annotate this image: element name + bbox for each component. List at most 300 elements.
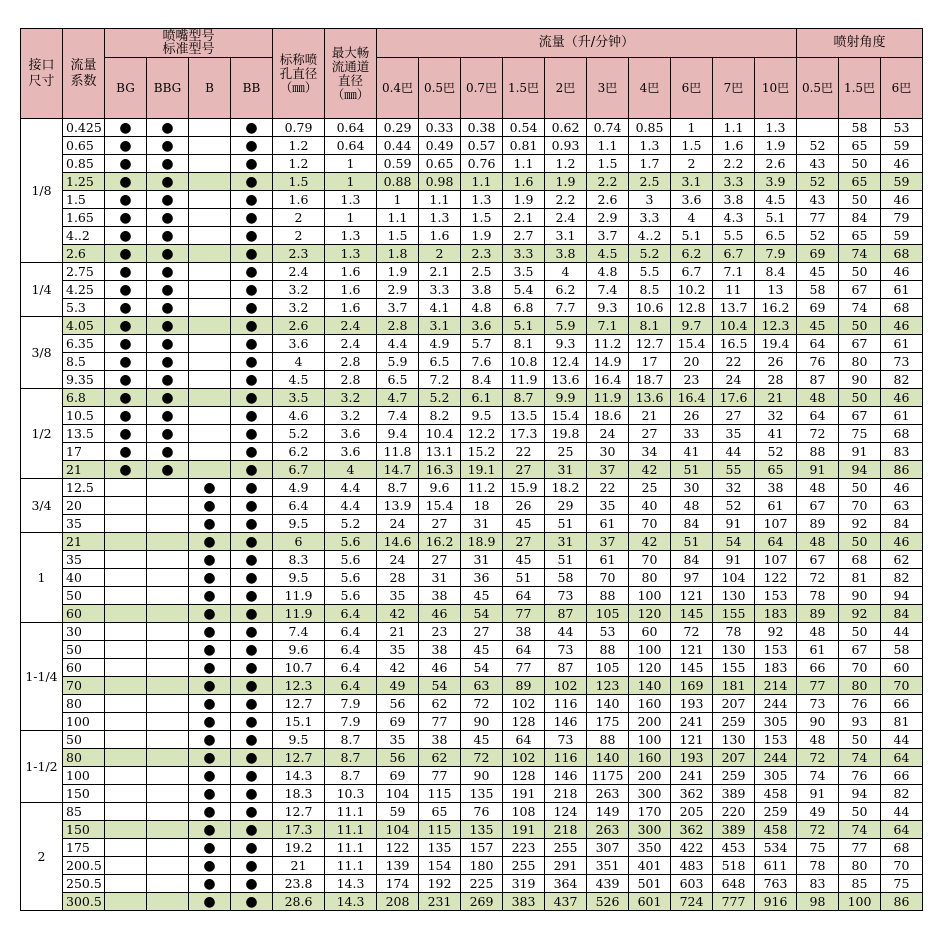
table-row: [21, 605, 923, 623]
value-cell: 3.1: [545, 227, 587, 245]
value-cell: 214: [755, 677, 797, 695]
flow-coef-cell: 100: [63, 767, 105, 785]
value-cell: 74: [797, 767, 839, 785]
value-cell: 192: [419, 875, 461, 893]
value-cell: 11.8: [377, 443, 419, 461]
value-cell: 62: [881, 551, 923, 569]
value-cell: 130: [713, 641, 755, 659]
value-cell: 263: [587, 821, 629, 839]
value-cell: 1.5: [273, 173, 325, 191]
value-cell: 6.5: [377, 371, 419, 389]
model-mark-cell: [105, 749, 147, 767]
value-cell: 1.3: [461, 191, 503, 209]
table-row: [21, 155, 923, 173]
flow-coef-cell: 17: [63, 443, 105, 461]
model-mark-cell: [189, 461, 231, 479]
value-cell: 70: [839, 659, 881, 677]
value-cell: 3.3: [713, 173, 755, 191]
flow-coef-cell: 80: [63, 695, 105, 713]
value-cell: 94: [881, 587, 923, 605]
value-cell: 49: [377, 677, 419, 695]
model-mark-cell: ●: [231, 425, 273, 443]
value-cell: 59: [881, 173, 923, 191]
value-cell: 50: [839, 317, 881, 335]
value-cell: 74: [839, 245, 881, 263]
value-cell: 58: [881, 641, 923, 659]
table-row: [21, 191, 923, 209]
value-cell: 31: [419, 569, 461, 587]
model-mark-cell: ●: [147, 299, 189, 317]
header-pressure: 4巴: [629, 58, 671, 119]
value-cell: 61: [881, 335, 923, 353]
value-cell: 2.1: [503, 209, 545, 227]
value-cell: 77: [797, 677, 839, 695]
value-cell: 61: [881, 281, 923, 299]
model-mark-cell: ●: [231, 857, 273, 875]
value-cell: 241: [671, 713, 713, 731]
value-cell: 4: [325, 461, 377, 479]
value-cell: 102: [503, 695, 545, 713]
value-cell: 1.6: [419, 227, 461, 245]
value-cell: 61: [797, 641, 839, 659]
model-mark-cell: ●: [147, 335, 189, 353]
value-cell: 4.7: [377, 389, 419, 407]
value-cell: 1.2: [545, 155, 587, 173]
model-mark-cell: [147, 515, 189, 533]
value-cell: 12.7: [273, 803, 325, 821]
value-cell: 5.1: [671, 227, 713, 245]
value-cell: 87: [545, 605, 587, 623]
model-mark-cell: ●: [189, 713, 231, 731]
table-row: [21, 425, 923, 443]
value-cell: 100: [629, 731, 671, 749]
flow-coef-cell: 21: [63, 461, 105, 479]
value-cell: 26: [755, 353, 797, 371]
model-mark-cell: [147, 659, 189, 677]
flow-coef-cell: 50: [63, 641, 105, 659]
value-cell: 351: [587, 857, 629, 875]
value-cell: 18.7: [629, 371, 671, 389]
value-cell: 6.7: [713, 245, 755, 263]
model-mark-cell: [147, 857, 189, 875]
value-cell: 259: [713, 767, 755, 785]
value-cell: 10.4: [419, 425, 461, 443]
value-cell: 160: [629, 749, 671, 767]
model-mark-cell: [147, 587, 189, 605]
flow-coef-cell: 1.5: [63, 191, 105, 209]
value-cell: 9.3: [545, 335, 587, 353]
value-cell: 15.2: [461, 443, 503, 461]
value-cell: 6.7: [671, 263, 713, 281]
value-cell: 64: [881, 821, 923, 839]
model-mark-cell: ●: [231, 677, 273, 695]
model-mark-cell: ●: [231, 587, 273, 605]
flow-coef-cell: 1.65: [63, 209, 105, 227]
value-cell: 77: [419, 767, 461, 785]
table-row: [21, 173, 923, 191]
model-mark-cell: ●: [189, 857, 231, 875]
value-cell: 27: [419, 551, 461, 569]
value-cell: 145: [671, 605, 713, 623]
value-cell: 37: [587, 461, 629, 479]
value-cell: 94: [839, 461, 881, 479]
value-cell: 90: [461, 713, 503, 731]
value-cell: 1.9: [377, 263, 419, 281]
value-cell: 68: [839, 551, 881, 569]
value-cell: 94: [839, 785, 881, 803]
value-cell: 14.6: [377, 533, 419, 551]
value-cell: 64: [797, 335, 839, 353]
value-cell: 86: [881, 461, 923, 479]
value-cell: 6: [273, 533, 325, 551]
flow-coef-cell: 150: [63, 785, 105, 803]
value-cell: 6.4: [325, 605, 377, 623]
model-mark-cell: ●: [189, 785, 231, 803]
model-mark-cell: ●: [231, 893, 273, 911]
value-cell: 140: [587, 695, 629, 713]
model-mark-cell: ●: [189, 533, 231, 551]
value-cell: 122: [377, 839, 419, 857]
value-cell: 68: [881, 299, 923, 317]
flow-coef-cell: 50: [63, 587, 105, 605]
value-cell: 6.5: [419, 353, 461, 371]
flow-coef-cell: 200.5: [63, 857, 105, 875]
value-cell: 7.4: [273, 623, 325, 641]
value-cell: 72: [797, 749, 839, 767]
value-cell: 5.2: [273, 425, 325, 443]
value-cell: 48: [797, 731, 839, 749]
value-cell: 364: [545, 875, 587, 893]
model-mark-cell: [189, 335, 231, 353]
value-cell: 65: [755, 461, 797, 479]
value-cell: 1.3: [325, 191, 377, 209]
value-cell: 13.9: [377, 497, 419, 515]
value-cell: 68: [881, 839, 923, 857]
value-cell: 70: [587, 569, 629, 587]
value-cell: 13.5: [503, 407, 545, 425]
value-cell: 53: [587, 623, 629, 641]
model-mark-cell: ●: [105, 245, 147, 263]
value-cell: 12.8: [671, 299, 713, 317]
value-cell: 155: [713, 605, 755, 623]
value-cell: 78: [797, 587, 839, 605]
value-cell: 90: [839, 587, 881, 605]
value-cell: 77: [839, 839, 881, 857]
value-cell: 69: [797, 245, 839, 263]
value-cell: 422: [671, 839, 713, 857]
model-mark-cell: ●: [105, 263, 147, 281]
value-cell: 69: [377, 767, 419, 785]
value-cell: 17.6: [713, 389, 755, 407]
value-cell: 501: [629, 875, 671, 893]
model-mark-cell: [147, 533, 189, 551]
table-row: [21, 551, 923, 569]
table-row: [21, 533, 923, 551]
value-cell: 3.6: [325, 443, 377, 461]
value-cell: 611: [755, 857, 797, 875]
flow-coef-cell: 1.25: [63, 173, 105, 191]
value-cell: 2: [671, 155, 713, 173]
value-cell: 0.74: [587, 119, 629, 137]
value-cell: 724: [671, 893, 713, 911]
model-mark-cell: ●: [147, 119, 189, 137]
value-cell: 51: [503, 569, 545, 587]
value-cell: 15.4: [419, 497, 461, 515]
model-mark-cell: ●: [231, 353, 273, 371]
table-row: [21, 695, 923, 713]
value-cell: 85: [839, 875, 881, 893]
value-cell: 6.4: [325, 659, 377, 677]
value-cell: 4: [545, 263, 587, 281]
value-cell: 46: [881, 263, 923, 281]
model-mark-cell: [105, 497, 147, 515]
value-cell: 3.2: [273, 299, 325, 317]
table-row: [21, 803, 923, 821]
value-cell: 63: [461, 677, 503, 695]
model-mark-cell: ●: [231, 533, 273, 551]
value-cell: 43: [797, 191, 839, 209]
value-cell: 43: [797, 155, 839, 173]
value-cell: 12.3: [755, 317, 797, 335]
value-cell: 52: [797, 173, 839, 191]
value-cell: 87: [545, 659, 587, 677]
model-mark-cell: ●: [147, 191, 189, 209]
flow-coef-cell: 5.3: [63, 299, 105, 317]
value-cell: 1.1: [587, 137, 629, 155]
flow-coef-cell: 8.5: [63, 353, 105, 371]
value-cell: 8.7: [325, 749, 377, 767]
value-cell: 7.2: [419, 371, 461, 389]
value-cell: 8.4: [461, 371, 503, 389]
value-cell: 89: [797, 605, 839, 623]
table-row: [21, 515, 923, 533]
value-cell: 52: [797, 227, 839, 245]
value-cell: 220: [713, 803, 755, 821]
value-cell: 100: [629, 587, 671, 605]
flow-coef-cell: 9.35: [63, 371, 105, 389]
value-cell: 3.6: [461, 317, 503, 335]
value-cell: 104: [377, 785, 419, 803]
value-cell: 12.2: [461, 425, 503, 443]
value-cell: 73: [881, 353, 923, 371]
model-mark-cell: [189, 281, 231, 299]
value-cell: 155: [713, 659, 755, 677]
value-cell: 149: [587, 803, 629, 821]
model-mark-cell: [189, 263, 231, 281]
header-size: 接口 尺寸: [21, 29, 63, 119]
value-cell: 12.3: [273, 677, 325, 695]
value-cell: 107: [755, 551, 797, 569]
value-cell: 1.6: [325, 299, 377, 317]
table-row: [21, 839, 923, 857]
value-cell: 146: [545, 767, 587, 785]
value-cell: 18.2: [545, 479, 587, 497]
value-cell: 2.5: [461, 263, 503, 281]
value-cell: 2.9: [377, 281, 419, 299]
table-row: [21, 461, 923, 479]
value-cell: 0.49: [419, 137, 461, 155]
value-cell: 2.6: [755, 155, 797, 173]
value-cell: 9.3: [587, 299, 629, 317]
value-cell: 46: [881, 155, 923, 173]
model-mark-cell: ●: [105, 371, 147, 389]
value-cell: 2: [273, 227, 325, 245]
model-mark-cell: [147, 875, 189, 893]
value-cell: 0.79: [273, 119, 325, 137]
value-cell: 255: [545, 839, 587, 857]
value-cell: 207: [713, 695, 755, 713]
model-mark-cell: ●: [189, 659, 231, 677]
value-cell: 56: [377, 695, 419, 713]
value-cell: 46: [419, 659, 461, 677]
header-pressure: 0.5巴: [419, 58, 461, 119]
header-model-bb: BB: [231, 58, 273, 119]
flow-coef-cell: 250.5: [63, 875, 105, 893]
value-cell: 6.7: [273, 461, 325, 479]
header-pressure: 10巴: [755, 58, 797, 119]
value-cell: 7.4: [377, 407, 419, 425]
value-cell: 72: [797, 425, 839, 443]
model-mark-cell: ●: [231, 515, 273, 533]
table-body: [21, 119, 923, 911]
header-coef: 流量 系数: [63, 29, 105, 119]
model-mark-cell: ●: [231, 191, 273, 209]
model-mark-cell: ●: [189, 623, 231, 641]
table-row: [21, 641, 923, 659]
table-row: [21, 353, 923, 371]
value-cell: 123: [587, 677, 629, 695]
value-cell: 6.2: [273, 443, 325, 461]
flow-coef-cell: 300.5: [63, 893, 105, 911]
value-cell: 11.2: [587, 335, 629, 353]
value-cell: 38: [419, 587, 461, 605]
value-cell: 5.9: [377, 353, 419, 371]
value-cell: 2.6: [587, 191, 629, 209]
value-cell: 89: [503, 677, 545, 695]
flow-coef-cell: 4.05: [63, 317, 105, 335]
value-cell: 6.8: [503, 299, 545, 317]
model-mark-cell: [147, 569, 189, 587]
table-row: [21, 227, 923, 245]
model-mark-cell: [189, 119, 231, 137]
model-mark-cell: ●: [231, 659, 273, 677]
value-cell: 1.3: [629, 137, 671, 155]
value-cell: 483: [671, 857, 713, 875]
value-cell: 15.4: [671, 335, 713, 353]
value-cell: 27: [629, 425, 671, 443]
value-cell: 105: [587, 659, 629, 677]
table-row: [21, 749, 923, 767]
value-cell: 8.7: [503, 389, 545, 407]
value-cell: 4.4: [325, 497, 377, 515]
header-pressure: 3巴: [587, 58, 629, 119]
table-row: [21, 263, 923, 281]
value-cell: 64: [797, 407, 839, 425]
value-cell: 72: [797, 569, 839, 587]
value-cell: 35: [587, 497, 629, 515]
value-cell: 0.38: [461, 119, 503, 137]
model-mark-cell: [105, 785, 147, 803]
value-cell: 18.3: [273, 785, 325, 803]
value-cell: 2.6: [273, 317, 325, 335]
model-mark-cell: ●: [105, 119, 147, 137]
value-cell: 59: [881, 137, 923, 155]
value-cell: 10.7: [273, 659, 325, 677]
model-mark-cell: ●: [147, 209, 189, 227]
value-cell: 122: [755, 569, 797, 587]
value-cell: 100: [839, 893, 881, 911]
model-mark-cell: [189, 317, 231, 335]
value-cell: 3.8: [461, 281, 503, 299]
value-cell: 2.4: [325, 335, 377, 353]
value-cell: 7.1: [587, 317, 629, 335]
value-cell: 32: [755, 407, 797, 425]
flow-coef-cell: 100: [63, 713, 105, 731]
value-cell: 458: [755, 785, 797, 803]
model-mark-cell: [105, 515, 147, 533]
value-cell: 51: [545, 551, 587, 569]
value-cell: 81: [881, 713, 923, 731]
header-angle-pressure: 1.5巴: [839, 58, 881, 119]
value-cell: 66: [881, 695, 923, 713]
value-cell: 140: [587, 749, 629, 767]
flow-coef-cell: 60: [63, 659, 105, 677]
value-cell: 65: [419, 803, 461, 821]
value-cell: 45: [461, 587, 503, 605]
value-cell: 73: [545, 587, 587, 605]
value-cell: 169: [671, 677, 713, 695]
value-cell: 2.2: [713, 155, 755, 173]
value-cell: 91: [713, 515, 755, 533]
value-cell: 0.33: [419, 119, 461, 137]
value-cell: 26: [671, 407, 713, 425]
value-cell: 91: [713, 551, 755, 569]
table-row: [21, 371, 923, 389]
value-cell: 16.3: [419, 461, 461, 479]
model-mark-cell: ●: [231, 821, 273, 839]
value-cell: 5.2: [629, 245, 671, 263]
value-cell: 0.54: [503, 119, 545, 137]
value-cell: 80: [839, 857, 881, 875]
table-row: [21, 785, 923, 803]
value-cell: 439: [587, 875, 629, 893]
value-cell: 389: [713, 821, 755, 839]
value-cell: 72: [461, 749, 503, 767]
value-cell: 205: [671, 803, 713, 821]
value-cell: 51: [671, 461, 713, 479]
model-mark-cell: ●: [147, 371, 189, 389]
model-mark-cell: ●: [147, 461, 189, 479]
value-cell: 14.3: [325, 893, 377, 911]
value-cell: 75: [881, 875, 923, 893]
table-row: [21, 497, 923, 515]
model-mark-cell: ●: [105, 299, 147, 317]
value-cell: 63: [881, 497, 923, 515]
model-mark-cell: [147, 731, 189, 749]
value-cell: 52: [797, 137, 839, 155]
header-pressure: 7巴: [713, 58, 755, 119]
model-mark-cell: ●: [231, 767, 273, 785]
value-cell: 50: [839, 731, 881, 749]
model-mark-cell: ●: [231, 317, 273, 335]
value-cell: 128: [503, 767, 545, 785]
value-cell: 9.4: [377, 425, 419, 443]
value-cell: 0.62: [545, 119, 587, 137]
value-cell: 51: [545, 515, 587, 533]
value-cell: 2: [419, 245, 461, 263]
value-cell: 115: [419, 785, 461, 803]
value-cell: 52: [755, 443, 797, 461]
